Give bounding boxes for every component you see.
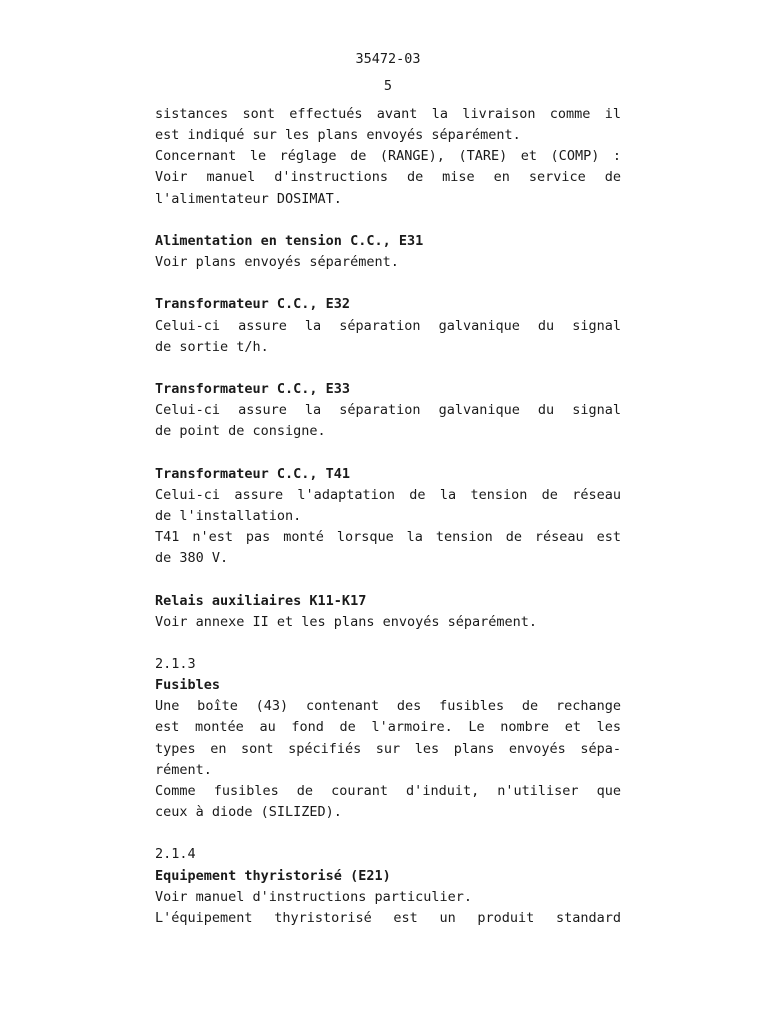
- section-heading: Transformateur C.C., T41: [155, 465, 351, 482]
- section-line: Une boîte (43) contenant des fusibles de rechange: [155, 698, 621, 715]
- document-reference: 35472-03: [355, 51, 421, 67]
- section-heading: Alimentation en tension C.C., E31: [155, 232, 424, 249]
- page-number: 5: [383, 78, 393, 94]
- intro-line: est indiqué sur les plans envoyés séparément.: [155, 127, 521, 144]
- intro-line: sistances sont effectués avant la livraison comme il: [155, 106, 621, 122]
- section-heading: Relais auxiliaires K11-K17: [155, 592, 367, 609]
- section-line: types en sont spécifiés sur les plans envoyés sépa-: [155, 740, 621, 757]
- section-line: est montée au fond de l'armoire. Le nombre et les: [155, 719, 621, 736]
- section-heading: Equipement thyristorisé (E21): [155, 867, 391, 884]
- section-thyristor-equipment: [155, 844, 621, 929]
- section-line: rément.: [155, 761, 212, 778]
- section-line: Voir manuel d'instructions particulier.: [155, 888, 472, 905]
- intro-line: Concernant le réglage de (RANGE), (TARE) et (COMP) :: [155, 148, 621, 165]
- section-line: Voir plans envoyés séparément.: [155, 254, 399, 271]
- section-line: de sortie t/h.: [155, 338, 269, 355]
- section-line: de point de consigne.: [155, 423, 326, 440]
- section-line: de l'installation.: [155, 507, 302, 524]
- section-power-supply-e31: [155, 231, 621, 273]
- section-auxiliary-relays: [155, 591, 621, 633]
- intro-line: l'alimentateur DOSIMAT.: [155, 190, 342, 207]
- section-heading: Transformateur C.C., E33: [155, 380, 351, 397]
- section-number: 2.1.4: [155, 846, 196, 863]
- section-number: 2.1.3: [155, 655, 196, 672]
- section-transformer-t41: [155, 464, 621, 570]
- section-line: Celui-ci assure la séparation galvanique du signal: [155, 402, 621, 419]
- page-body: [155, 104, 621, 929]
- section-heading: Fusibles: [155, 677, 221, 694]
- section-line: Celui-ci assure la séparation galvanique du signal: [155, 317, 621, 334]
- intro-line: Voir manuel d'instructions de mise en service de: [155, 169, 621, 186]
- section-transformer-e33: [155, 379, 621, 442]
- section-line: L'équipement thyristorisé est un produit standard: [155, 909, 621, 926]
- section-line: Comme fusibles de courant d'induit, n'utiliser que: [155, 782, 621, 799]
- section-line: Voir annexe II et les plans envoyés séparément.: [155, 613, 538, 630]
- section-line: T41 n'est pas monté lorsque la tension de réseau est: [155, 529, 621, 546]
- section-line: de 380 V.: [155, 550, 229, 567]
- section-line: ceux à diode (SILIZED).: [155, 804, 342, 821]
- section-transformer-e32: [155, 294, 621, 357]
- section-fuses: [155, 654, 621, 823]
- section-line: Celui-ci assure l'adaptation de la tension de réseau: [155, 486, 621, 503]
- section-heading: Transformateur C.C., E32: [155, 296, 351, 313]
